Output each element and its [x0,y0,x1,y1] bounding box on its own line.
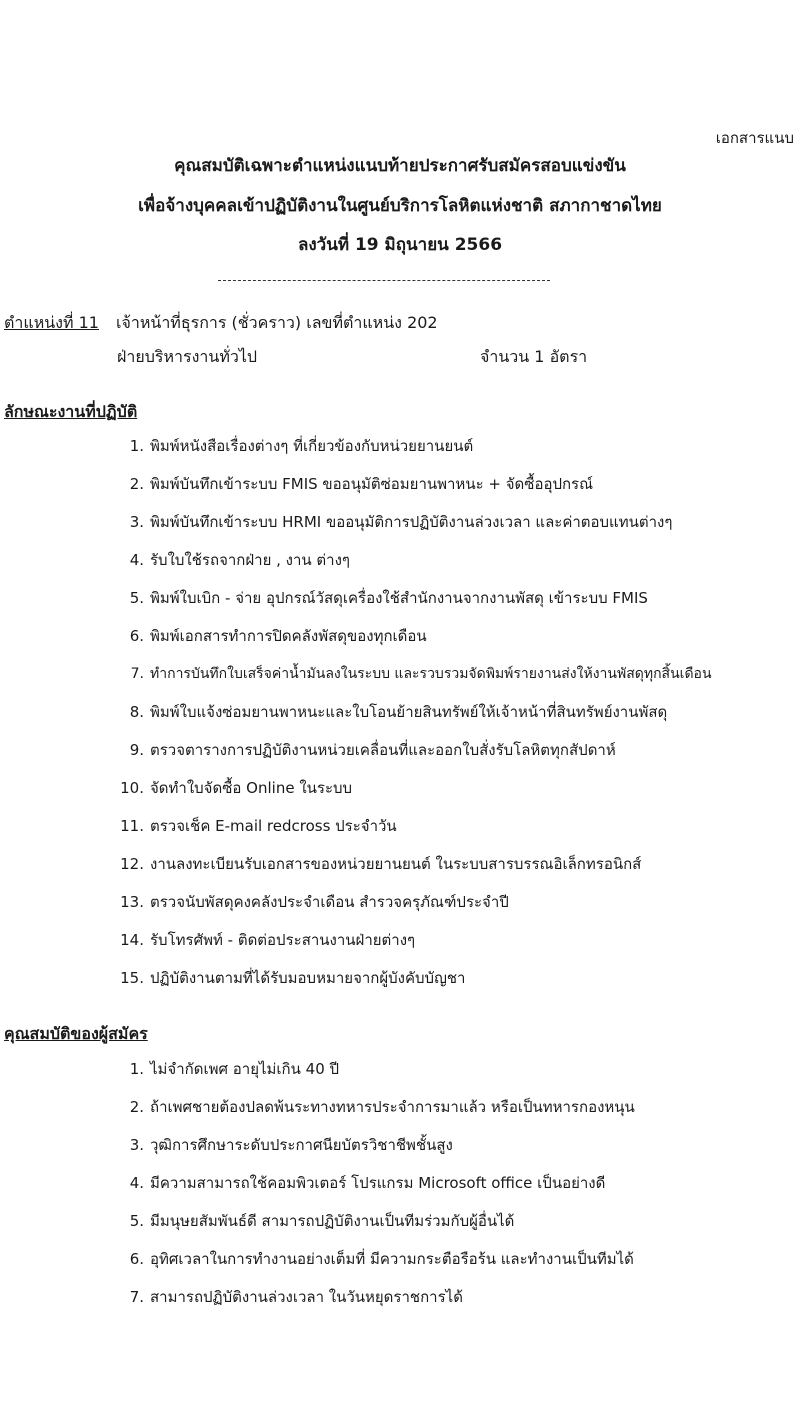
duty-text: ทำการบันทึกใบเสร็จค่าน้ำมันลงในระบบ และรวบรวมจัดพิมพ์รายงานส่งให้งานพัสดุทุกสิ้นเดือน [150,666,712,682]
duty-number: 5. [129,589,144,607]
qualification-item [118,1097,635,1117]
duty-text: พิมพ์ใบเบิก - จ่าย อุปกรณ์วัสดุเครื่องใช้สำนักงานจากงานพัสดุ เข้าระบบ FMIS [150,589,648,607]
qualification-text: สามารถปฏิบัติงานล่วงเวลา ในวันหยุดราชการได้ [150,1288,463,1306]
duty-item [118,892,509,912]
department-name: ฝ่ายบริหารงานทั่วไป [117,347,258,366]
duty-text: จัดทำใบจัดซื้อ Online ในระบบ [150,779,353,797]
qualification-text: วุฒิการศึกษาระดับประกาศนียบัตรวิชาชีพชั้นสูง [150,1136,453,1154]
duty-number: 13. [120,893,144,911]
qualification-number: 1. [129,1060,144,1078]
qualification-number: 3. [129,1136,144,1154]
duty-number: 3. [129,513,144,531]
title-line-3: ลงวันที่ 19 มิถุนายน 2566 [297,235,503,255]
duty-number: 8. [129,703,144,721]
duty-text: พิมพ์บันทึกเข้าระบบ FMIS ขออนุมัติซ่อมยานพาหนะ + จัดซื้ออุปกรณ์ [150,475,594,493]
duty-text: พิมพ์หนังสือเรื่องต่างๆ ที่เกี่ยวข้องกับหน่วยยานยนต์ [150,437,474,455]
duty-item [118,968,465,988]
duty-text: ตรวจตารางการปฏิบัติงานหน่วยเคลื่อนที่และออกใบสั่งรับโลหิตทุกสัปดาห์ [150,741,616,759]
dashed-divider [218,280,550,281]
duty-text: ตรวจเช็ค E-mail redcross ประจำวัน [150,817,397,835]
qualification-text: มีความสามารถใช้คอมพิวเตอร์ โปรแกรม Microsoft office เป็นอย่างดี [150,1174,606,1192]
qualification-text: ไม่จำกัดเพศ อายุไม่เกิน 40 ปี [150,1060,340,1078]
qualification-item [118,1211,514,1231]
qualification-item [118,1173,605,1193]
duty-item [118,702,667,722]
qualification-item [118,1249,634,1269]
title-line-2: เพื่อจ้างบุคคลเข้าปฏิบัติงานในศูนย์บริการโลหิตแห่งชาติ สภากาชาดไทย [138,196,662,216]
qualification-number: 4. [129,1174,144,1192]
duty-text: รับใบใช้รถจากฝ่าย , งาน ต่างๆ [150,551,350,569]
duty-text: พิมพ์บันทึกเข้าระบบ HRMI ขออนุมัติการปฏิบัติงานล่วงเวลา และค่าตอบแทนต่างๆ [150,513,673,531]
position-row [4,311,438,336]
duty-text: พิมพ์เอกสารทำการปิดคลังพัสดุของทุกเดือน [150,627,427,645]
duty-text: ตรวจนับพัสดุคงคลังประจำเดือน สำรวจครุภัณฑ์ประจำปี [150,893,509,911]
duty-number: 14. [120,931,144,949]
duty-number: 6. [129,627,144,645]
duty-number: 4. [129,551,144,569]
duty-number: 9. [129,741,144,759]
qualification-number: 5. [129,1212,144,1230]
department-row [117,345,617,370]
qualification-item [118,1135,453,1155]
position-label: ตำแหน่งที่ 11 [4,313,99,332]
qualification-number: 7. [129,1288,144,1306]
duty-item [118,550,350,570]
duty-item [118,474,593,494]
duty-item [118,740,616,760]
duty-text: รับโทรศัพท์ - ติดต่อประสานงานฝ่ายต่างๆ [150,931,416,949]
duty-text: ปฏิบัติงานตามที่ได้รับมอบหมายจากผู้บังคับบัญชา [150,969,466,987]
position-text: เจ้าหน้าที่ธุรการ (ชั่วคราว) เลขที่ตำแหน่ง 202 [116,313,438,332]
attachment-label: เอกสารแนบ [715,129,794,147]
qualification-number: 2. [129,1098,144,1116]
qualification-item [118,1287,463,1307]
duty-number: 15. [120,969,144,987]
duty-text: พิมพ์ใบแจ้งซ่อมยานพาหนะและใบโอนย้ายสินทรัพย์ให้เจ้าหน้าที่สินทรัพย์งานพัสดุ [150,703,668,721]
qualification-item [118,1059,339,1079]
title-line-1: คุณสมบัติเฉพาะตำแหน่งแนบท้ายประกาศรับสมัครสอบแข่งขัน [174,156,626,176]
duty-item [118,930,415,950]
duty-item [118,512,672,532]
duty-number: 10. [120,779,144,797]
qualification-text: ถ้าเพศชายต้องปลดพ้นระทางทหารประจำการมาแล้ว หรือเป็นทหารกองหนุน [150,1098,635,1116]
duty-number: 1. [129,437,144,455]
qualification-text: อุทิศเวลาในการทำงานอย่างเต็มที่ มีความกระตือรือร้น และทำงานเป็นทีมได้ [150,1250,634,1268]
duty-item [118,588,648,608]
qualification-number: 6. [129,1250,144,1268]
duty-number: 2. [129,475,144,493]
duty-number: 7. [130,666,144,682]
duty-item [118,778,352,798]
duty-item [118,854,641,874]
duty-number: 12. [120,855,144,873]
qualification-text: มีมนุษยสัมพันธ์ดี สามารถปฏิบัติงานเป็นทีมร่วมกับผู้อื่นได้ [150,1212,515,1230]
duty-item [118,436,473,456]
duty-item [118,626,427,646]
duty-number: 11. [120,817,144,835]
duty-item [118,816,397,836]
duty-text: งานลงทะเบียนรับเอกสารของหน่วยยานยนต์ ในระบบสารบรรณอิเล็กทรอนิกส์ [150,855,642,873]
qualifications-heading: คุณสมบัติของผู้สมัคร [4,1024,148,1043]
duties-heading: ลักษณะงานที่ปฏิบัติ [4,402,138,421]
position-quota: จำนวน 1 อัตรา [480,347,588,366]
duty-item [118,664,712,684]
